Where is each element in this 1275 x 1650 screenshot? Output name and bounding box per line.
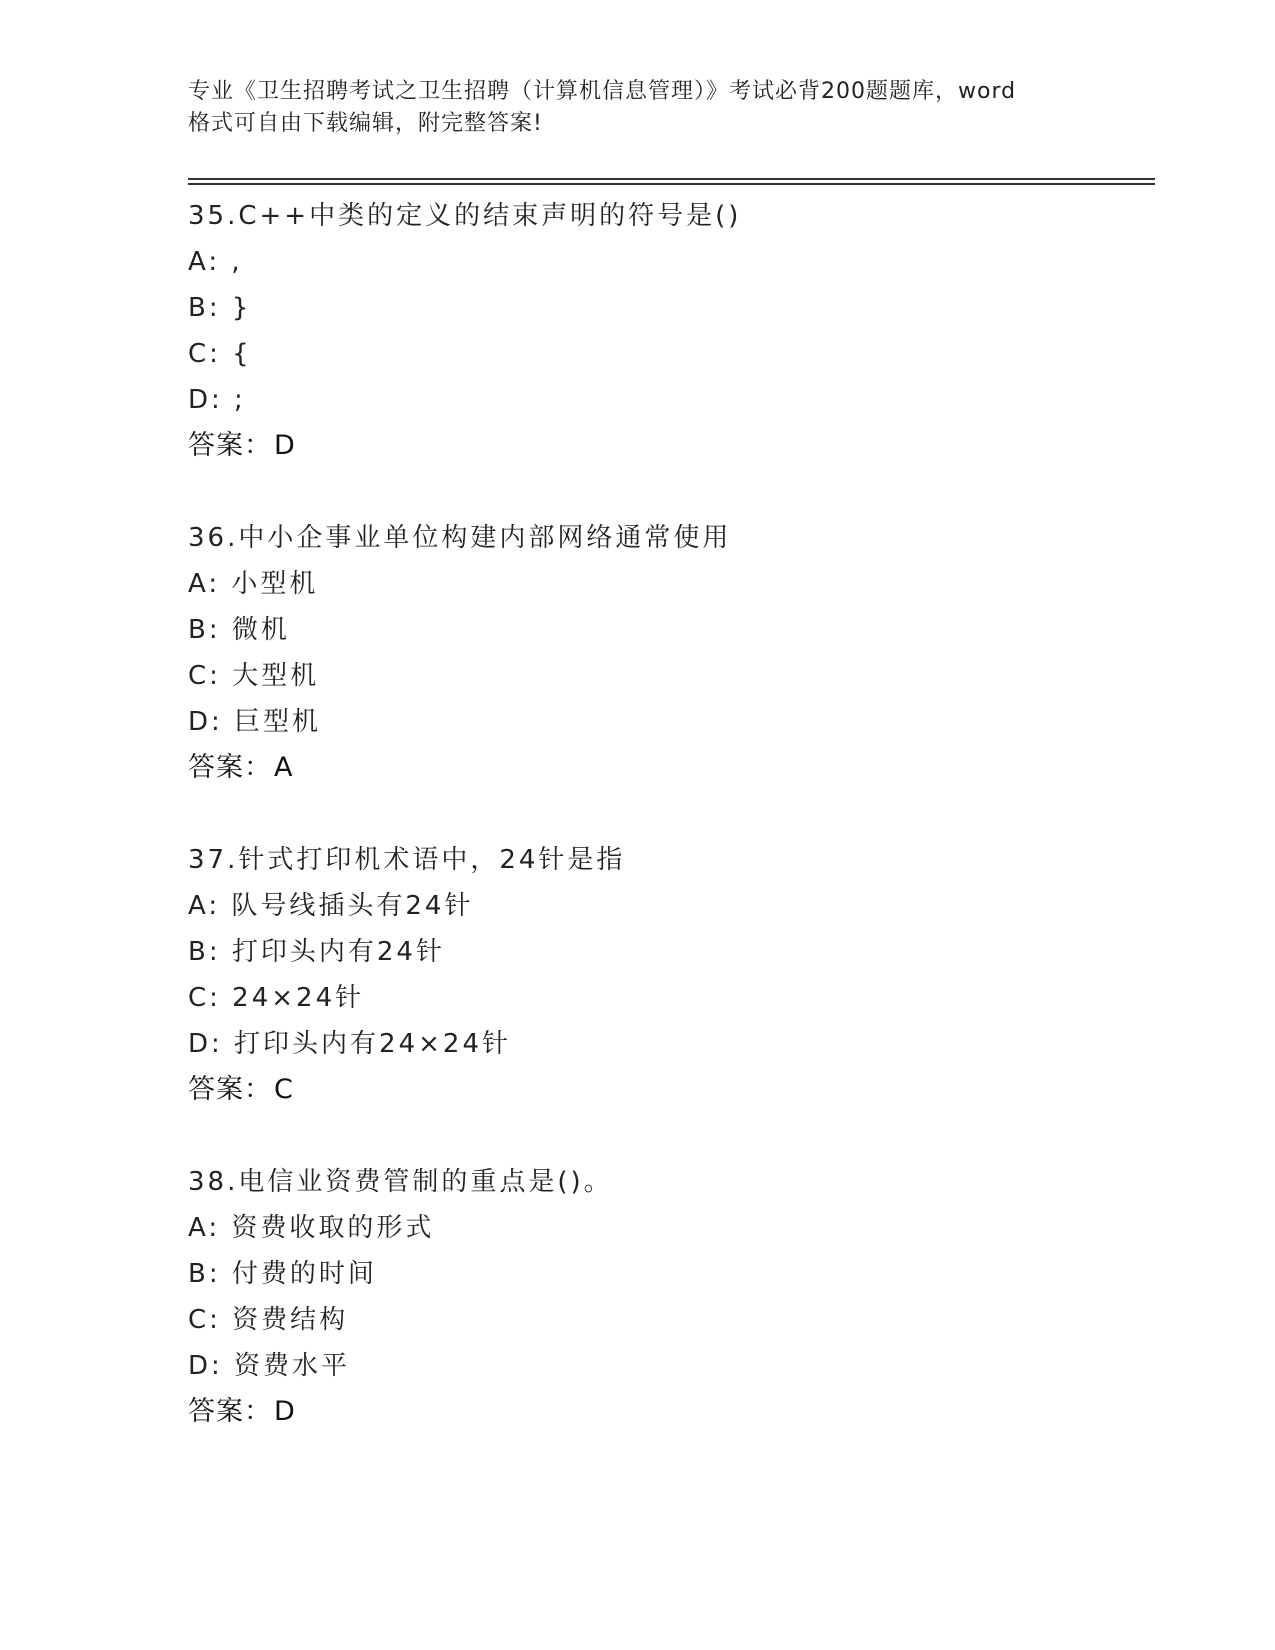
option-a: A: 小型机 [188,569,319,599]
question-36 [188,515,1148,791]
option-d: D: ; [188,385,246,415]
question-stem: 35.C++中类的定义的结束声明的符号是() [188,201,742,231]
header-divider-top [188,178,1155,180]
option-c: C: 大型机 [188,661,320,691]
answer-value: C [274,1074,294,1105]
question-list [188,193,1148,1435]
option-b: B: 付费的时间 [188,1259,377,1289]
option-a: A: 资费收取的形式 [188,1213,435,1243]
answer-label: 答案： [188,1396,272,1427]
answer-label: 答案： [188,1074,272,1105]
question-38 [188,1159,1148,1435]
question-stem: 38.电信业资费管制的重点是()。 [188,1167,613,1197]
question-stem: 37.针式打印机术语中，24针是指 [188,845,626,875]
answer-value: D [274,1396,296,1427]
answer-line [188,745,1148,791]
option-d: D: 资费水平 [188,1351,351,1381]
option-b: B: } [188,293,252,323]
question-35 [188,193,1148,469]
answer-line [188,423,1148,469]
header-line-2: 格式可自由下载编辑，附完整答案! [188,111,543,136]
option-c: C: 资费结构 [188,1305,349,1335]
answer-line [188,1389,1148,1435]
option-b: B: 打印头内有24针 [188,937,445,967]
header-divider-bottom [188,183,1155,185]
question-stem: 36.中小企事业单位构建内部网络通常使用 [188,523,732,553]
document-header [188,76,1088,140]
option-d: D: 巨型机 [188,707,322,737]
option-c: C: 24×24针 [188,983,365,1013]
option-b: B: 微机 [188,615,290,645]
option-d: D: 打印头内有24×24针 [188,1029,511,1059]
option-c: C: { [188,339,252,369]
option-a: A: 队号线插头有24针 [188,891,474,921]
header-line-1: 专业《卫生招聘考试之卫生招聘（计算机信息管理）》考试必背200题题库，word [188,79,1017,104]
answer-label: 答案： [188,430,272,461]
answer-line [188,1067,1148,1113]
answer-value: A [274,752,294,783]
answer-label: 答案： [188,752,272,783]
answer-value: D [274,430,296,461]
option-a: A: , [188,247,243,277]
question-37 [188,837,1148,1113]
